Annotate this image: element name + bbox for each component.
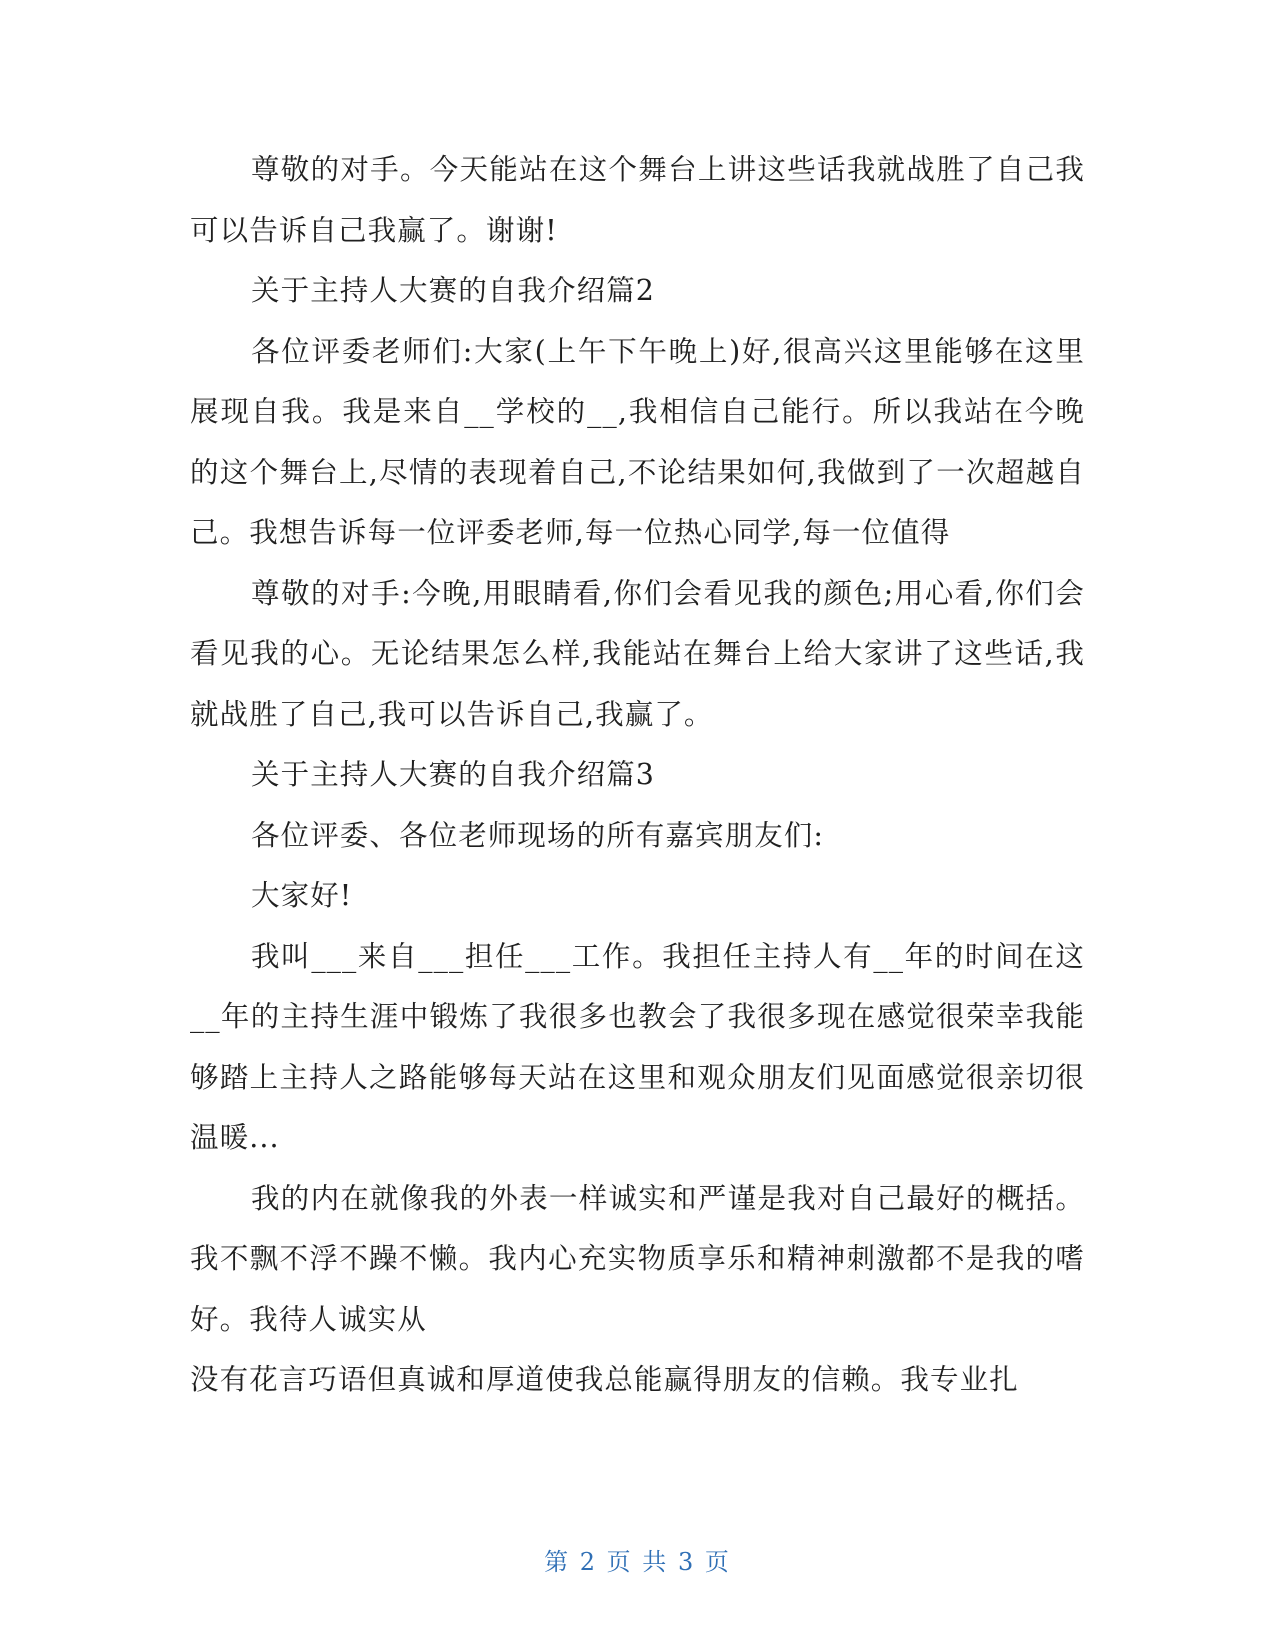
paragraph-3: 各位评委老师们:大家(上午下午晚上)好,很高兴这里能够在这里展现自我。我是来自__学校的__,我相信自己能行。所以我站在今晚的这个舞台上,尽情的表现着自己,不论结果如何,我做到了一次超越自己。我想告诉每一位评委老师,每一位热心同学,每一位值得 [190,334,1085,549]
paragraph-9: 我的内在就像我的外表一样诚实和严谨是我对自己最好的概括。我不飘不浮不躁不懒。我内心充实物质享乐和精神刺激都不是我的嗜好。我待人诚实从 [190,1181,1085,1336]
paragraph-1: 尊敬的对手。今天能站在这个舞台上讲这些话我就战胜了自己我可以告诉自己我赢了。谢谢! [190,153,1085,247]
section-heading-2: 关于主持人大赛的自我介绍篇2 [251,274,656,307]
page-number-footer: 第 2 页 共 3 页 [544,1548,731,1576]
greeting-line: 各位评委、各位老师现场的所有嘉宾朋友们: [251,818,825,852]
section-heading-3: 关于主持人大赛的自我介绍篇3 [251,758,656,791]
paragraph-4: 尊敬的对手:今晚,用眼睛看,你们会看见我的颜色;用心看,你们会看见我的心。无论结果怎么样,我能站在舞台上给大家讲了这些话,我就战胜了自己,我可以告诉自己,我赢了。 [190,576,1085,731]
paragraph-10: 没有花言巧语但真诚和厚道使我总能赢得朋友的信赖。我专业扎 [190,1363,1019,1396]
document-body [190,140,1085,1411]
hello-line: 大家好! [251,879,353,912]
paragraph-8: 我叫___来自___担任___工作。我担任主持人有__年的时间在这__年的主持生涯中锻炼了我很多也教会了我很多现在感觉很荣幸我能够踏上主持人之路能够每天站在这里和观众朋友们见面感觉很亲切很温暖... [190,939,1085,1154]
